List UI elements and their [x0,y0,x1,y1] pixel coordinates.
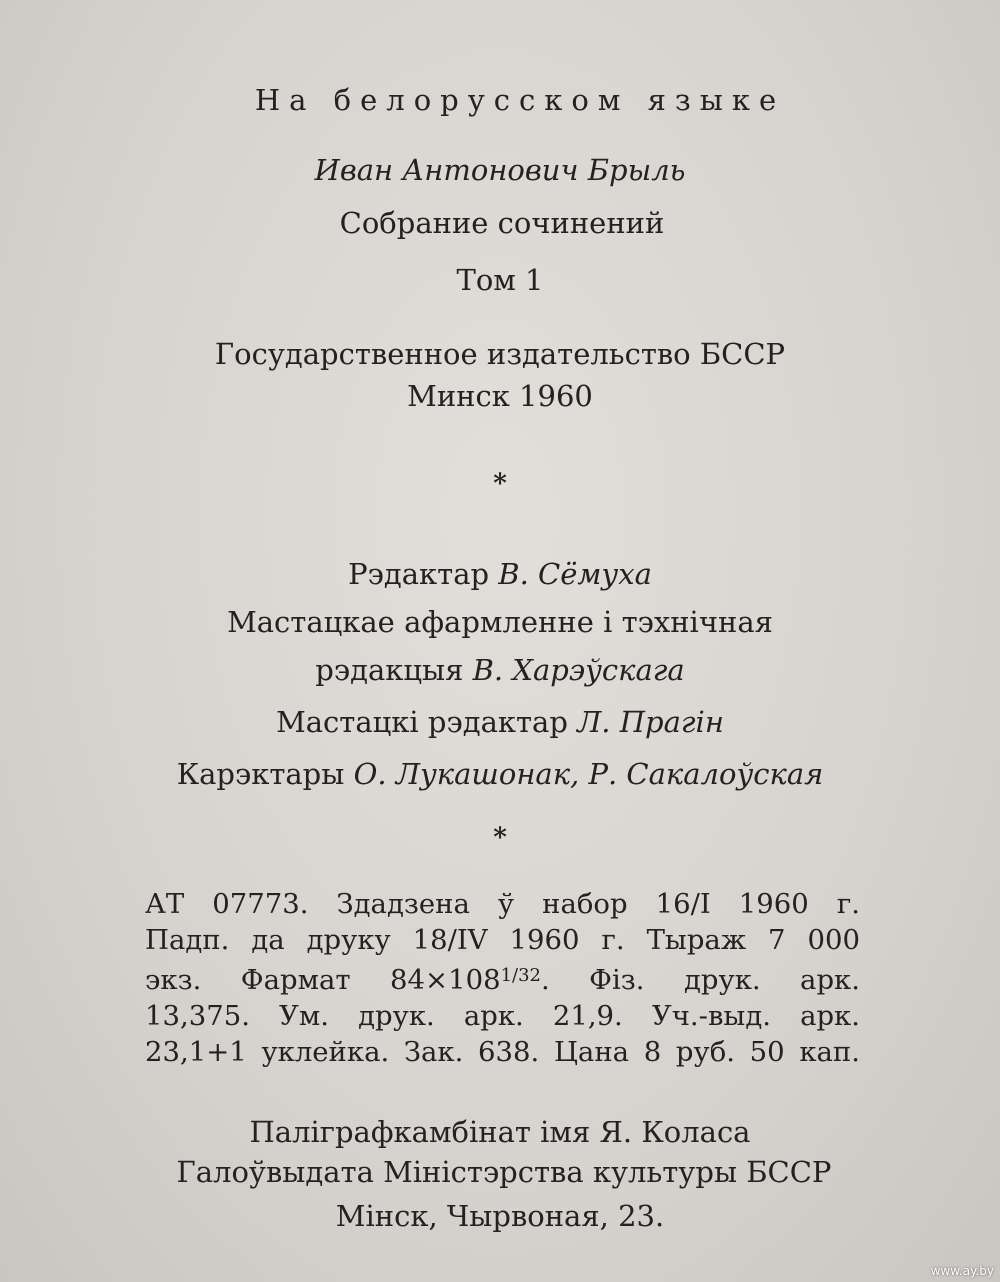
watermark: www.ay.by [930,1264,994,1278]
imprint-format-fraction: 1/32 [500,965,541,986]
imprint-line-1: АТ 07773. Здадзена ў набор 16/I 1960 г. [145,888,860,920]
collection-title: Собрание сочинений [339,206,665,240]
printer-line-2: Галоўвыдата Міністэрства культуры БССР [176,1155,832,1189]
publisher: Государственное издательство БССР [214,337,786,371]
printer-line-1: Паліграфкамбінат імя Я. Коласа [249,1115,751,1149]
imprint-line-2: Падп. да друку 18/IV 1960 г. Тыраж 7 000 [145,924,860,956]
language-note: На белорусском языке [254,83,786,117]
proofreaders-line [0,756,1000,792]
art-editor-label: Мастацкі рэдактар [276,705,568,739]
editor-line [0,556,1000,592]
art-editor-line [0,704,1000,740]
imprint-format: экз. Фармат 84×108 [145,964,501,996]
imprint-line-4: 13,375. Ум. друк. арк. 21,9. Уч.-выд. арк. [145,1000,860,1032]
art-design-name: В. Харэўскага [472,653,685,687]
volume-label: Том 1 [456,263,544,297]
imprint-block [145,886,860,1070]
art-editor-name: Л. Прагін [577,705,724,739]
art-design-label: рэдакцыя [315,653,464,687]
editor-label: Рэдактар [348,557,490,591]
separator-star-1: * [493,469,507,499]
editor-name: В. Сёмуха [498,557,652,591]
imprint-sheets: . Фіз. друк. арк. [540,964,860,996]
imprint-line-5: 23,1+1 уклейка. Зак. 638. Цана 8 руб. 50 кап. [145,1036,860,1068]
proofreaders-names: О. Лукашонак, Р. Сакалоўская [353,757,824,791]
art-design-line-2 [0,652,1000,688]
printer-line-3: Мінск, Чырвоная, 23. [335,1199,665,1233]
separator-star-2: * [493,823,507,853]
city-year: Минск 1960 [407,379,593,413]
art-design-line: Мастацкае афармленне і тэхнічная [227,605,773,639]
author-name: Иван Антонович Брыль [314,153,686,187]
proofreaders-label: Карэктары [176,757,345,791]
imprint-line-3 [145,958,860,998]
